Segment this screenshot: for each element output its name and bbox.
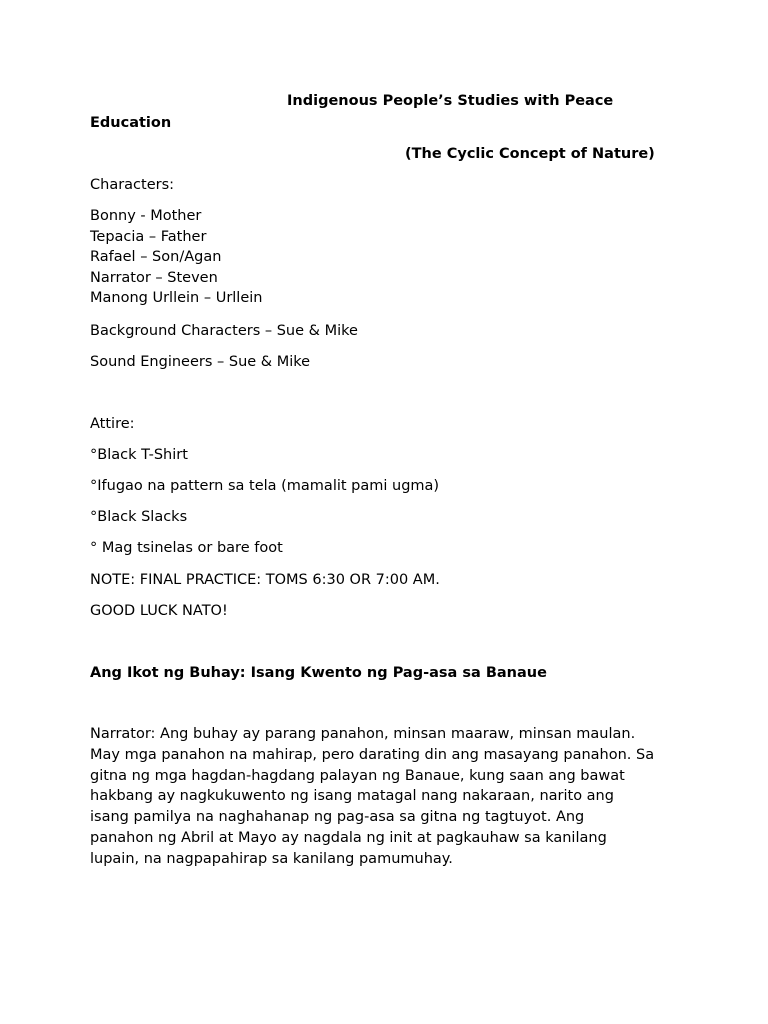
characters-list (90, 206, 262, 309)
sound-engineers: Sound Engineers – Sue & Mike (90, 354, 311, 370)
document-subtitle: (The Cyclic Concept of Nature) (405, 146, 655, 162)
title-line-2: Education (90, 115, 172, 131)
attire-item: ° Mag tsinelas or bare foot (90, 540, 283, 556)
practice-note: NOTE: FINAL PRACTICE: TOMS 6:30 OR 7:00 AM. (90, 572, 440, 588)
story-title: Ang Ikot ng Buhay: Isang Kwento ng Pag-asa sa Banaue (90, 665, 547, 681)
background-characters: Background Characters – Sue & Mike (90, 323, 358, 339)
attire-item: °Ifugao na pattern sa tela (mamalit pami ugma) (90, 478, 440, 494)
character-item: Tepacia – Father (90, 228, 207, 245)
attire-heading: Attire: (90, 416, 135, 432)
attire-item: °Black T-Shirt (90, 447, 188, 463)
character-item: Narrator – Steven (90, 269, 218, 286)
title-line-1: Indigenous People’s Studies with Peace (287, 93, 614, 109)
attire-item: °Black Slacks (90, 509, 188, 525)
character-item: Manong Urllein – Urllein (90, 290, 263, 306)
character-item: Bonny - Mother (90, 208, 202, 224)
characters-heading: Characters: (90, 177, 175, 193)
document-title (90, 90, 690, 134)
good-luck-text: GOOD LUCK NATO! (90, 603, 228, 619)
character-item: Rafael – Son/Agan (90, 249, 222, 265)
narrator-paragraph: Narrator: Ang buhay ay parang panahon, minsan maaraw, minsan maulan. May mga panahon na mahirap, pero darating din ang masayang panahon. Sa gitna ng mga hagdan-hagdang palayan ng Banaue, kung saan ang bawat hakbang ay nagkukuwento ng isang matagal nang nakaraan, narito ang isang pamilya na naghahanap ng pag-asa sa gitna ng tagtuyot. Ang panahon ng Abril at Mayo ay nagdala ng init at pagkauhaw sa kanilang lupain, na nagpapahirap sa kanilang pamumuhay. (90, 726, 655, 867)
